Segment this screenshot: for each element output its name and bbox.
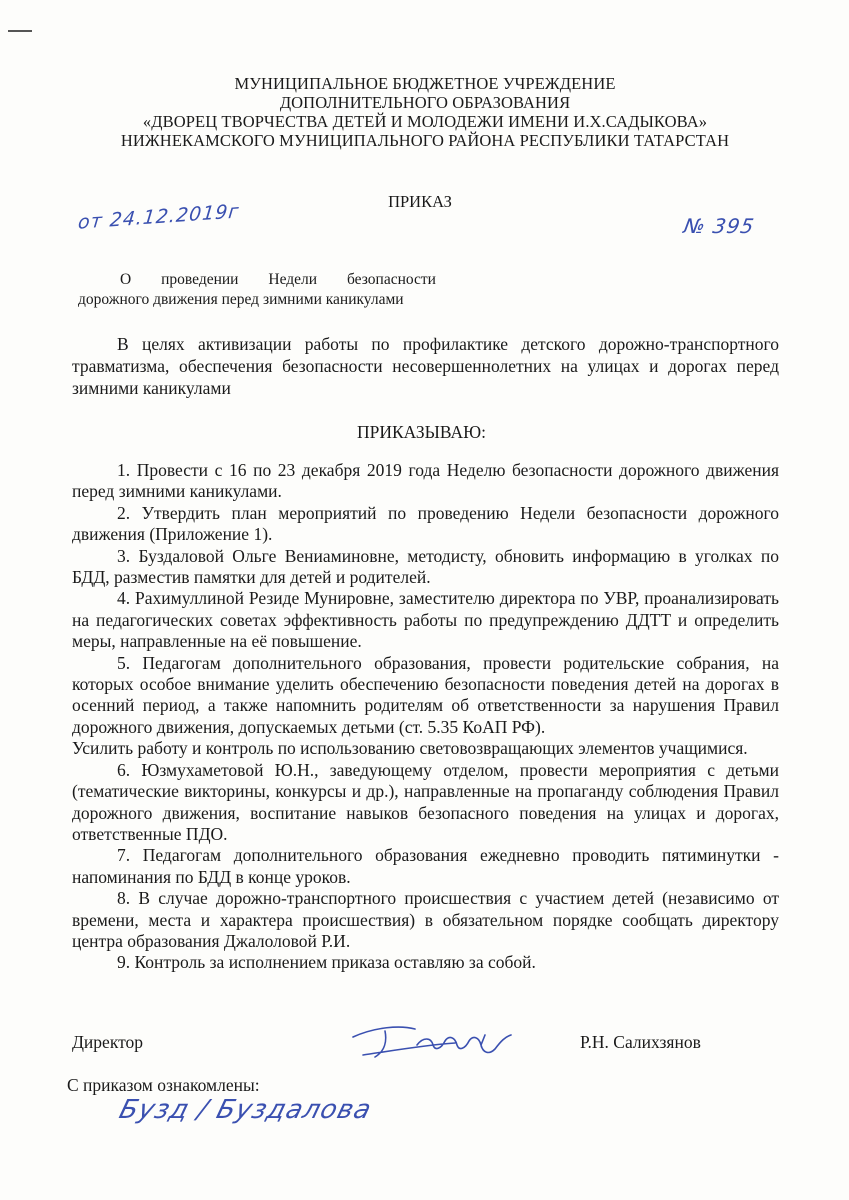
order-item-8: 8. В случае дорожно-транспортного происшествия с участием детей (независимо от времени, места и характера происшествия) в обязательном порядке сообщать директору центра образования Джалоловой Р.И. xyxy=(72,888,779,951)
director-role: Директор xyxy=(72,1032,144,1052)
order-subject xyxy=(78,270,458,310)
subject-word: Недели xyxy=(268,271,318,288)
order-items xyxy=(72,460,779,974)
header-line-3: «ДВОРЕЦ ТВОРЧЕСТВА ДЕТЕЙ И МОЛОДЕЖИ ИМЕНИ И.Х.САДЫКОВА» xyxy=(142,112,708,131)
order-verb: ПРИКАЗЫВАЮ: xyxy=(357,422,486,442)
order-item-6: 6. Юзмухаметовой Ю.Н., заведующему отделом, провести мероприятия с детьми (тематические викторины, конкурсы и др.), направленные на пропаганду соблюдения Правил дорожного движения, воспитание навыков безопасного поведения на улицах и дорогах, ответственные ПДО. xyxy=(72,759,779,844)
order-item-5-continued: Усилить работу и контроль по использованию световозвращающих элементов учащимися. xyxy=(72,738,748,759)
order-item-9: 9. Контроль за исполнением приказа оставляю за собой. xyxy=(117,952,536,973)
organization-header xyxy=(60,74,790,150)
director-signature-icon xyxy=(345,1015,515,1065)
order-item-2: 2. Утвердить план мероприятий по проведению Недели безопасности дорожного движения (Приложение 1). xyxy=(72,502,779,545)
order-item-4: 4. Рахимуллиной Резиде Мунировне, заместителю директора по УВР, проанализировать на педагогических советах эффективность работы по предупреждению ДДТТ и определить меры, направленные на её повышение. xyxy=(72,588,779,652)
subject-word: проведении xyxy=(161,271,239,288)
order-title: ПРИКАЗ xyxy=(388,192,452,211)
subject-line-1 xyxy=(78,270,458,290)
header-line-2: ДОПОЛНИТЕЛЬНОГО ОБРАЗОВАНИЯ xyxy=(279,93,571,112)
handwritten-order-number: № 395 xyxy=(681,214,757,238)
subject-word: О xyxy=(120,271,132,288)
subject-line-2: дорожного движения перед зимними каникулами xyxy=(78,291,404,308)
handwritten-date: от 24.12.2019г xyxy=(77,200,241,234)
scan-mark xyxy=(8,30,32,32)
preamble: В целях активизации работы по профилактике детского дорожно-транспортного травматизма, обеспечения безопасности несовершеннолетних на улицах и дорогах перед зимними каникулами xyxy=(72,334,779,398)
subject-word: безопасности xyxy=(347,271,436,288)
director-name: Р.Н. Салихзянов xyxy=(580,1032,701,1052)
acknowledgement-label: С приказом ознакомлены: xyxy=(67,1075,260,1095)
order-item-5: 5. Педагогам дополнительного образования, провести родительские собрания, на которых особое внимание уделить обеспечению безопасности поведения детей на дорогах в осенний период, а также напомнить родителям об ответственности за нарушения Правил дорожного движения, допускаемых детьми (ст. 5.35 КоАП РФ). xyxy=(72,652,779,737)
order-item-3: 3. Буздаловой Ольге Вениаминовне, методисту, обновить информацию в уголках по БДД, разместив памятки для детей и родителей. xyxy=(72,545,779,588)
header-line-1: МУНИЦИПАЛЬНОЕ БЮДЖЕТНОЕ УЧРЕЖДЕНИЕ xyxy=(234,74,616,93)
order-item-1: 1. Провести с 16 по 23 декабря 2019 года Неделю безопасности дорожного движения перед зимними каникулами. xyxy=(72,460,779,502)
acknowledgement-signature: Бузд / Буздалова xyxy=(115,1095,376,1125)
order-item-7: 7. Педагогам дополнительного образования ежедневно проводить пятиминутки - напоминания по БДД в конце уроков. xyxy=(72,845,779,887)
header-line-4: НИЖНЕКАМСКОГО МУНИЦИПАЛЬНОГО РАЙОНА РЕСПУБЛИКИ ТАТАРСТАН xyxy=(120,131,730,150)
